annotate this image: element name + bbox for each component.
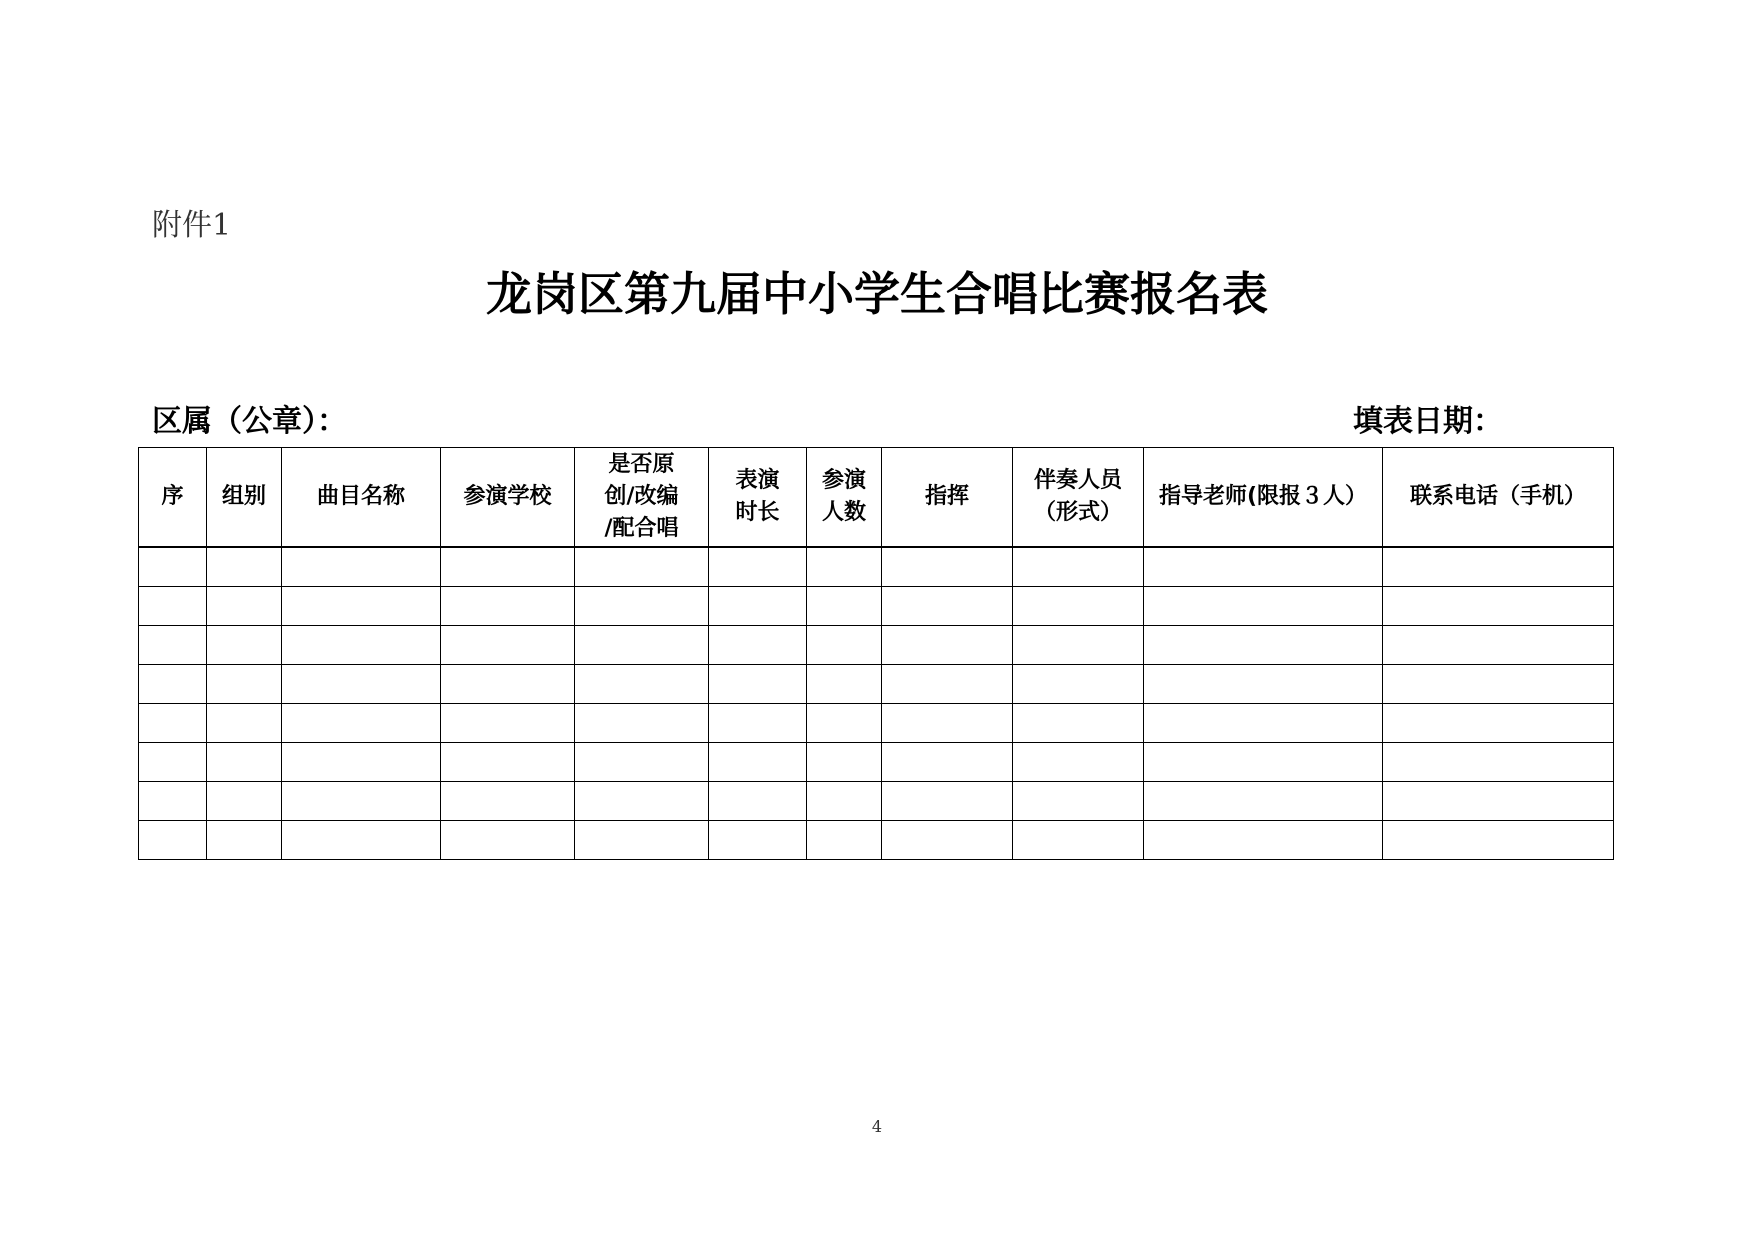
table-cell[interactable] <box>207 587 282 626</box>
header-phone: 联系电话（手机） <box>1383 448 1614 548</box>
table-cell[interactable] <box>807 821 882 860</box>
table-cell[interactable] <box>1383 782 1614 821</box>
table-cell[interactable] <box>282 665 441 704</box>
table-cell[interactable] <box>441 665 575 704</box>
table-cell[interactable] <box>441 782 575 821</box>
table-cell[interactable] <box>1383 587 1614 626</box>
table-cell[interactable] <box>139 665 207 704</box>
table-cell[interactable] <box>575 821 709 860</box>
table-header-row <box>139 448 1614 548</box>
table-cell[interactable] <box>1013 704 1144 743</box>
table-cell[interactable] <box>1144 782 1383 821</box>
table-cell[interactable] <box>207 743 282 782</box>
table-cell[interactable] <box>575 704 709 743</box>
table-cell[interactable] <box>139 587 207 626</box>
table-cell[interactable] <box>441 821 575 860</box>
header-instructor: 指导老师(限报３人） <box>1144 448 1383 548</box>
table-cell[interactable] <box>575 665 709 704</box>
table-row <box>139 665 1614 704</box>
table-cell[interactable] <box>282 782 441 821</box>
table-cell[interactable] <box>882 782 1013 821</box>
table-cell[interactable] <box>1013 587 1144 626</box>
table-cell[interactable] <box>1013 821 1144 860</box>
table-cell[interactable] <box>709 782 807 821</box>
table-row <box>139 821 1614 860</box>
table-cell[interactable] <box>1013 782 1144 821</box>
table-cell[interactable] <box>1013 743 1144 782</box>
table-cell[interactable] <box>207 782 282 821</box>
table-cell[interactable] <box>282 547 441 587</box>
table-cell[interactable] <box>1144 547 1383 587</box>
table-cell[interactable] <box>207 547 282 587</box>
table-cell[interactable] <box>441 626 575 665</box>
table-cell[interactable] <box>282 704 441 743</box>
table-cell[interactable] <box>139 547 207 587</box>
table-cell[interactable] <box>207 821 282 860</box>
table-cell[interactable] <box>1383 704 1614 743</box>
table-cell[interactable] <box>441 547 575 587</box>
table-cell[interactable] <box>207 665 282 704</box>
header-duration: 表演 时长 <box>709 448 807 548</box>
table-cell[interactable] <box>882 743 1013 782</box>
table-cell[interactable] <box>282 587 441 626</box>
table-cell[interactable] <box>441 587 575 626</box>
district-seal-label: 区属（公章）： <box>152 404 347 439</box>
table-cell[interactable] <box>575 626 709 665</box>
table-cell[interactable] <box>882 821 1013 860</box>
table-cell[interactable] <box>709 626 807 665</box>
table-cell[interactable] <box>139 704 207 743</box>
table-cell[interactable] <box>1144 821 1383 860</box>
table-cell[interactable] <box>709 547 807 587</box>
table-row <box>139 587 1614 626</box>
attachment-label: 附件1 <box>152 208 232 243</box>
table-cell[interactable] <box>882 547 1013 587</box>
table-cell[interactable] <box>441 704 575 743</box>
table-cell[interactable] <box>1383 626 1614 665</box>
table-cell[interactable] <box>1013 665 1144 704</box>
table-cell[interactable] <box>882 626 1013 665</box>
table-row <box>139 743 1614 782</box>
table-cell[interactable] <box>1144 665 1383 704</box>
table-cell[interactable] <box>1013 547 1144 587</box>
table-cell[interactable] <box>709 743 807 782</box>
table-cell[interactable] <box>807 626 882 665</box>
table-cell[interactable] <box>282 626 441 665</box>
header-participants: 参演 人数 <box>807 448 882 548</box>
table-cell[interactable] <box>807 665 882 704</box>
table-cell[interactable] <box>1383 665 1614 704</box>
table-cell[interactable] <box>709 665 807 704</box>
header-school: 参演学校 <box>441 448 575 548</box>
table-cell[interactable] <box>282 743 441 782</box>
table-row <box>139 626 1614 665</box>
table-cell[interactable] <box>575 587 709 626</box>
table-cell[interactable] <box>139 743 207 782</box>
table-cell[interactable] <box>1144 587 1383 626</box>
table-row <box>139 547 1614 587</box>
table-cell[interactable] <box>1383 743 1614 782</box>
registration-table <box>138 447 1614 860</box>
header-conductor: 指挥 <box>882 448 1013 548</box>
table-cell[interactable] <box>207 704 282 743</box>
table-cell[interactable] <box>441 743 575 782</box>
table-cell[interactable] <box>282 821 441 860</box>
table-cell[interactable] <box>1383 821 1614 860</box>
header-accompanist: 伴奏人员 （形式） <box>1013 448 1144 548</box>
table-cell[interactable] <box>139 782 207 821</box>
table-cell[interactable] <box>807 782 882 821</box>
table-cell[interactable] <box>807 704 882 743</box>
table-row <box>139 782 1614 821</box>
header-seq: 序 <box>139 448 207 548</box>
table-cell[interactable] <box>1013 626 1144 665</box>
page-title: 龙岗区第九届中小学生合唱比赛报名表 <box>486 267 1268 321</box>
table-cell[interactable] <box>709 821 807 860</box>
table-cell[interactable] <box>807 743 882 782</box>
table-row <box>139 704 1614 743</box>
header-group: 组别 <box>207 448 282 548</box>
table-cell[interactable] <box>709 587 807 626</box>
table-cell[interactable] <box>709 704 807 743</box>
table-cell[interactable] <box>807 587 882 626</box>
header-song-title: 曲目名称 <box>282 448 441 548</box>
table-cell[interactable] <box>882 704 1013 743</box>
table-cell[interactable] <box>1144 704 1383 743</box>
page-number: 4 <box>871 1117 883 1136</box>
header-original-adapted: 是否原 创/改编 /配合唱 <box>575 448 709 548</box>
table-cell[interactable] <box>1383 547 1614 587</box>
table-cell[interactable] <box>1144 743 1383 782</box>
table-cell[interactable] <box>1144 626 1383 665</box>
table-cell[interactable] <box>207 626 282 665</box>
table-cell[interactable] <box>575 547 709 587</box>
table-cell[interactable] <box>807 547 882 587</box>
table-cell[interactable] <box>139 626 207 665</box>
table-cell[interactable] <box>882 665 1013 704</box>
fill-date-label: 填表日期： <box>1353 404 1503 439</box>
table-cell[interactable] <box>882 587 1013 626</box>
table-cell[interactable] <box>575 743 709 782</box>
table-cell[interactable] <box>139 821 207 860</box>
table-cell[interactable] <box>575 782 709 821</box>
